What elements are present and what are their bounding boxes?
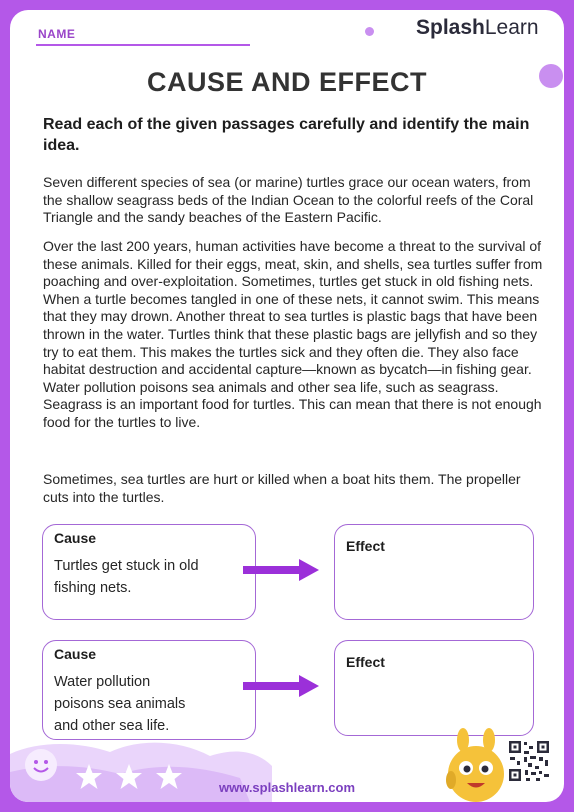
- name-line[interactable]: [36, 44, 250, 46]
- logo-regular: Learn: [484, 16, 539, 39]
- effect-label-2: Effect: [346, 654, 385, 670]
- effect-box-2[interactable]: [334, 640, 534, 736]
- cause-label-1: Cause: [54, 530, 97, 546]
- passage-3: Sometimes, sea turtles are hurt or killed when a boat hits them. The propeller cuts into the turtles.: [43, 471, 521, 505]
- logo-bold: Splash: [416, 16, 485, 39]
- effect-label-1: Effect: [346, 538, 385, 554]
- worksheet: [10, 10, 564, 802]
- arrow-icon: [241, 558, 321, 582]
- arrow-icon: [241, 674, 321, 698]
- smiley-icon: [24, 748, 58, 782]
- cause-label-2: Cause: [54, 646, 97, 662]
- cause-text-1: Turtles get stuck in old fishing nets.: [54, 558, 199, 596]
- decor-dot-icon: [365, 27, 374, 36]
- cause-box-1: [42, 524, 256, 620]
- qr-code-icon[interactable]: [506, 738, 552, 784]
- cause-box-2: [42, 640, 256, 740]
- effect-box-1[interactable]: [334, 524, 534, 620]
- name-label: NAME: [38, 27, 76, 41]
- passage-1: Seven different species of sea (or marine) turtles grace our ocean waters, from the shallow seagrass beds of the Indian Ocean to the colorful reefs of the Coral Triangle and the sandy beaches of the Eastern Pacific.: [43, 174, 534, 226]
- page-title: CAUSE AND EFFECT: [146, 67, 427, 97]
- splashlearn-logo: [416, 16, 539, 40]
- instruction-text: Read each of the given passages carefully and identify the main idea.: [43, 116, 530, 154]
- mascot-icon: [443, 728, 511, 802]
- passage-2: Over the last 200 years, human activities have become a threat to the survival of these animals. Killed for their eggs, meat, skin, and shells, sea turtles suffer from poaching and over-exploitation. Sometimes, turtles get stuck in old fishing nets. When a turtle becomes tangled in one of these nets, it cannot swim. This means that they may drown. Another threat to sea turtles is plastic bags that have been thrown in the water. Turtles think that these plastic bags are jellyfish and so they try to eat them. This makes the turtles sick and they often die. They also face habitat destruction and accidental capture—known as bycatch—in fishing gear. Water pollution poisons sea animals and other sea life, such as seagrass. Seagrass is an important food for turtles. This can mean that there is not enough food for the turtles to live.: [43, 238, 543, 430]
- cause-text-2: Water pollution poisons sea animals and other sea life.: [54, 674, 186, 734]
- footer-url[interactable]: www.splashlearn.com: [218, 780, 356, 795]
